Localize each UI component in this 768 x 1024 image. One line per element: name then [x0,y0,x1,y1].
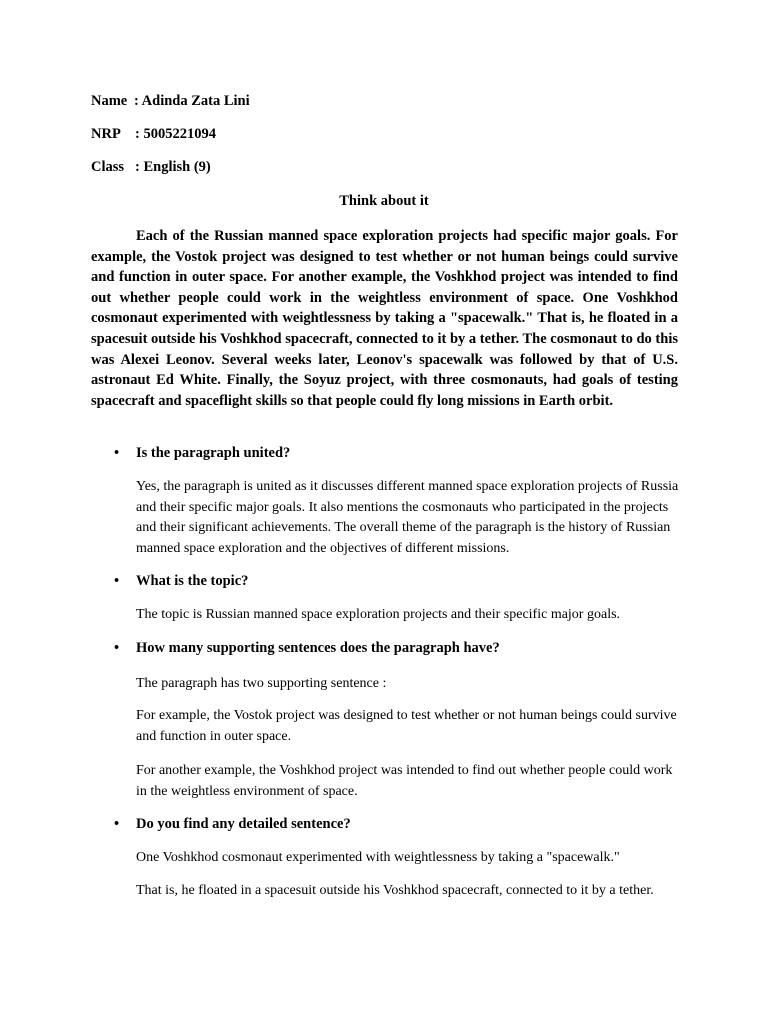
student-name-line [91,93,250,110]
bullet-marker: • [114,445,120,461]
answer-text: Yes, the paragraph is united as it discusses different manned space exploration projects of Russia and their specific major goals. It also mentions the cosmonauts who participated in the projects and their significant achievements. The overall theme of the paragraph is the history of Russian manned space exploration and the objectives of different missions. [136,479,679,556]
question-text: What is the topic? [136,573,249,589]
student-nrp-line [91,126,216,143]
student-class-line [91,159,211,176]
question-text: How many supporting sentences does the paragraph have? [136,640,500,656]
question-text: Do you find any detailed sentence? [136,816,351,832]
bullet-marker: • [114,816,120,832]
nrp-label: NRP [91,126,121,142]
bullet-marker: • [114,640,120,656]
answer-text: For example, the Vostok project was designed to test whether or not human beings could survive and function in outer space. [136,708,677,744]
nrp-value: : 5005221094 [135,126,216,142]
document-title: Think about it [339,193,429,209]
reading-paragraph: Each of the Russian manned space exploration projects had specific major goals. For example, the Vostok project was designed to test whether or not human beings could survive and function in outer space. For another example, the Voshkhod project was intended to find out whether people could work in the weightless environment of space. One Voshkhod cosmonaut experimented with weightlessness by taking a "spacewalk." That is, he floated in a spacesuit outside his Voshkhod spacecraft, connected to it by a tether. The cosmonaut to do this was Alexei Leonov. Several weeks later, Leonov's spacewalk was followed by that of U.S. astronaut Ed White. Finally, the Soyuz project, with three cosmonauts, had goals of testing spacecraft and spaceflight skills so that people could fly long missions in Earth orbit. [91,228,678,409]
answer-text: For another example, the Voshkhod project was intended to find out whether people could work in the weightless environment of space. [136,763,673,799]
class-label: Class [91,159,125,175]
answer-text: That is, he floated in a spacesuit outside his Voshkhod spacecraft, connected to it by a tether. [136,883,654,898]
answer-text: The paragraph has two supporting sentence : [136,676,387,691]
question-item [114,640,500,657]
question-item [114,816,351,833]
name-value: : Adinda Zata Lini [134,93,250,109]
bullet-marker: • [114,573,120,589]
answer-text: One Voshkhod cosmonaut experimented with weightlessness by taking a "spacewalk." [136,850,620,865]
question-text: Is the paragraph united? [136,445,291,461]
question-item [114,445,290,462]
answer-text: The topic is Russian manned space exploration projects and their specific major goals. [136,607,621,622]
class-value: : English (9) [135,159,211,175]
name-label: Name [91,93,128,109]
question-item [114,573,248,590]
